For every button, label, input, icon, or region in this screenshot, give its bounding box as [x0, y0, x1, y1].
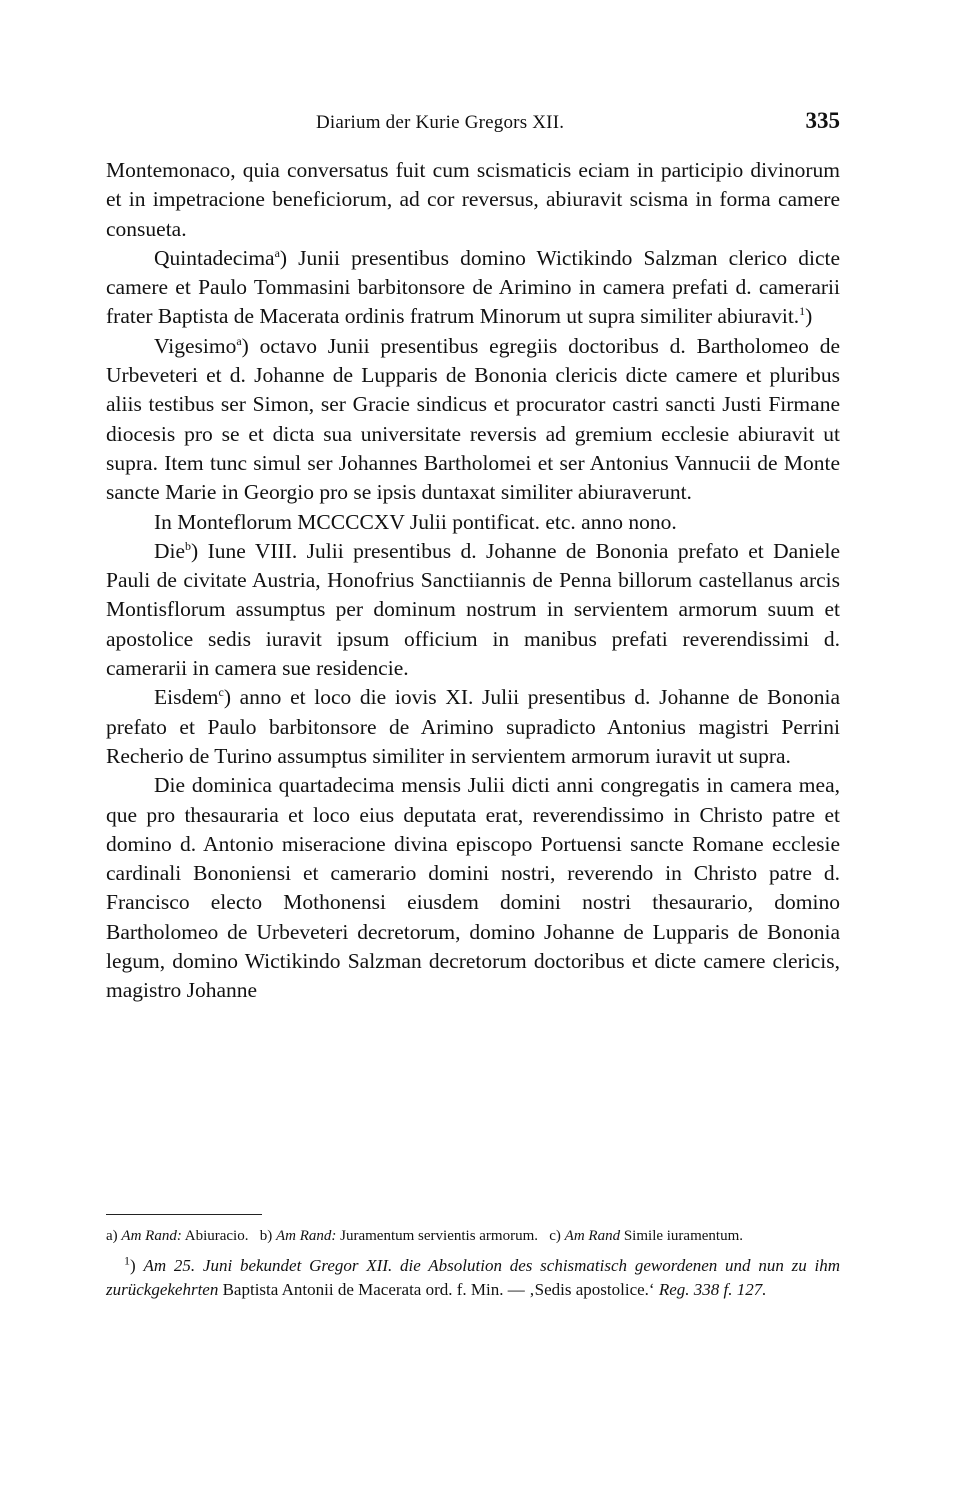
paragraph: Die dominica quartadecima mensis Julii dicti anni congregatis in camera mea, que pro thesauraria et loco eius deputata erat, reverendissimo in Christo patre et domino d. Antonio miseracione divina episcopo Portuensi sancte Romane ecclesie cardinali Bononiensi et camerario domini nostri, reverendo in Christo patre d. Francisco electo Mothonensi eiusdem domini nostri thesaurario, domino Bartholomeo de Urbeveteri decretorum, domino Johanne de Lupparis de Bononia legum, domino Wictikindo Salzman decretorum doctoribus et dicte camere clericis, magistro Johanne [106, 773, 840, 1003]
page-number: 335 [805, 108, 840, 133]
page-header [106, 108, 840, 144]
paragraph: Quintadecima$^a$) Junii presentibus domino Wictikindo Salzman clerico dicte camere et Paulo Tommasini barbitonsore de Arimino in camera prefati d. camerarii frater Baptista de Macerata ordinis fratrum Minorum ut supra similiter abiuravit.$^1$) [106, 245, 840, 329]
paragraph: Vigesimo$^a$) octavo Junii presentibus egregiis doctoribus d. Bartholomeo de Urbeveteri et d. Johanne de Lupparis de Bononia clericis dicte camere et pluribus aliis testibus ser Simon, ser Gracie sindicus et procurator castri sancti Justi Firmane diocesis pro se et dicta sua universitate reversis ad gremium ecclesie abiuravit ut supra. Item tunc simul ser Johannes Bartholomei et ser Antonius Vannucii de Monte sancte Marie in Georgio pro se ipsis duntaxat similiter abiuraverunt. [106, 333, 840, 505]
main-text [106, 156, 840, 1006]
paragraph: Die$^b$) Iune VIII. Julii presentibus d. Johanne de Bononia prefato et Daniele Pauli de civitate Austria, Honofrius Sanctiiannis de Penna billorum castellanus arcis Montisflorum assumptus per dominum nostrum in servientem armorum suum et apostolice sedis iuravit ipsum officium in manibus prefati reverendissimi d. camerarii in camera sue residencie. [106, 538, 840, 681]
paragraph: Eisdem$^c$) anno et loco die iovis XI. Julii presentibus d. Johanne de Bononia prefato et Paulo barbitonsore de Arimino supradicto Antonius magistri Perrini Recherio de Turino assumptus similiter in servientem armorum iuravit ut supra. [106, 685, 840, 768]
paragraph: Montemonaco, quia conversatus fuit cum scismaticis eciam in participio divinorum et in impetracione beneficiorum, ad cor reversus, abiuravit scisma in forma camere consueta. [106, 158, 840, 241]
paragraph: In Monteflorum MCCCCXV Julii pontificat. etc. anno nono. [154, 509, 677, 534]
textual-notes: a) Am Rand: Abiuracio. b) Am Rand: Juramentum servientis armorum. c) Am Rand Simile iuramentum. [106, 1228, 743, 1244]
footnotes [106, 1226, 840, 1308]
running-title: Diarium der Kurie Gregors XII. [316, 112, 565, 133]
historical-footnote: $^1$) Am 25. Juni bekundet Gregor XII. die Absolution des schismatisch gewordenen und nun zu ihm zurückgekehrten Baptista Antonii de Macerata ord. f. Min. — ‚Sedis apostolice.‘ Reg. 338 f. 127. [106, 1253, 841, 1299]
footnote-separator [106, 1214, 262, 1215]
